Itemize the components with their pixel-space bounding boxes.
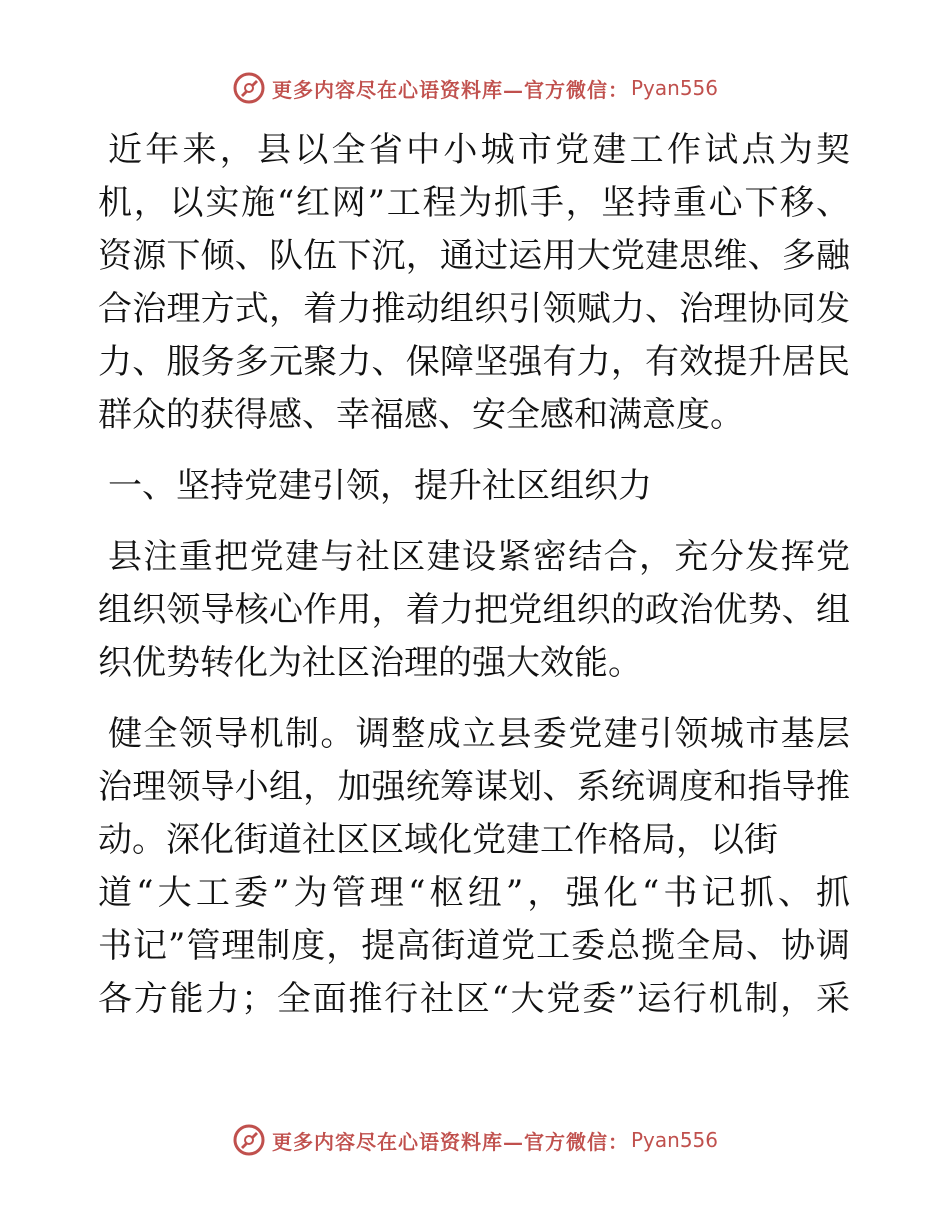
header-banner-text: 更多内容尽在心语资料库—官方微信： xyxy=(271,77,629,102)
text-line: 群众的获得感、幸福感、安全感和满意度。 xyxy=(98,395,744,435)
text-line: 近年来，县以全省中小城市党建工作试点为契 xyxy=(108,130,850,170)
text-line: 机，以实施“红网”工程为抓手，坚持重心下移、 xyxy=(98,183,850,223)
footer-banner-text: 更多内容尽在心语资料库—官方微信： xyxy=(271,1129,629,1154)
quill-logo-icon xyxy=(232,1123,266,1157)
text-line: 书记”管理制度，提高街道党工委总揽全局、协调 xyxy=(98,926,850,966)
paragraph-intro xyxy=(98,124,850,442)
text-line: 治理领导小组，加强统筹谋划、系统调度和指导推 xyxy=(98,767,850,807)
header-wechat-id: Pyan556 xyxy=(630,76,718,100)
text-line: 组织领导核心作用，着力把党组织的政治优势、组 xyxy=(98,590,850,630)
text-line: 动。深化街道社区区域化党建工作格局，以街 xyxy=(98,820,778,860)
text-line: 织优势转化为社区治理的强大效能。 xyxy=(98,643,642,683)
text-line: 健全领导机制。调整成立县委党建引领城市基层 xyxy=(108,714,850,754)
text-line: 力、服务多元聚力、保障坚强有力，有效提升居民 xyxy=(98,342,850,382)
section-heading xyxy=(98,460,850,513)
footer-wechat-id: Pyan556 xyxy=(630,1128,718,1152)
text-line: 资源下倾、队伍下沉，通过运用大党建思维、多融 xyxy=(98,236,850,276)
text-line: 道“大工委”为管理“枢纽”，强化“书记抓、抓 xyxy=(98,873,850,913)
text-line: 合治理方式，着力推动组织引领赋力、治理协同发 xyxy=(98,289,850,329)
footer-banner xyxy=(0,1120,950,1160)
text-line: 县注重把党建与社区建设紧密结合，充分发挥党 xyxy=(108,537,850,577)
heading-line: 一、坚持党建引领，提升社区组织力 xyxy=(108,466,652,506)
quill-logo-icon xyxy=(232,71,266,105)
paragraph-section-intro xyxy=(98,531,850,690)
paragraph-leadership xyxy=(98,708,850,1026)
header-banner xyxy=(0,68,950,108)
document-body xyxy=(98,124,850,1044)
text-line: 各方能力；全面推行社区“大党委”运行机制，采 xyxy=(98,979,850,1019)
